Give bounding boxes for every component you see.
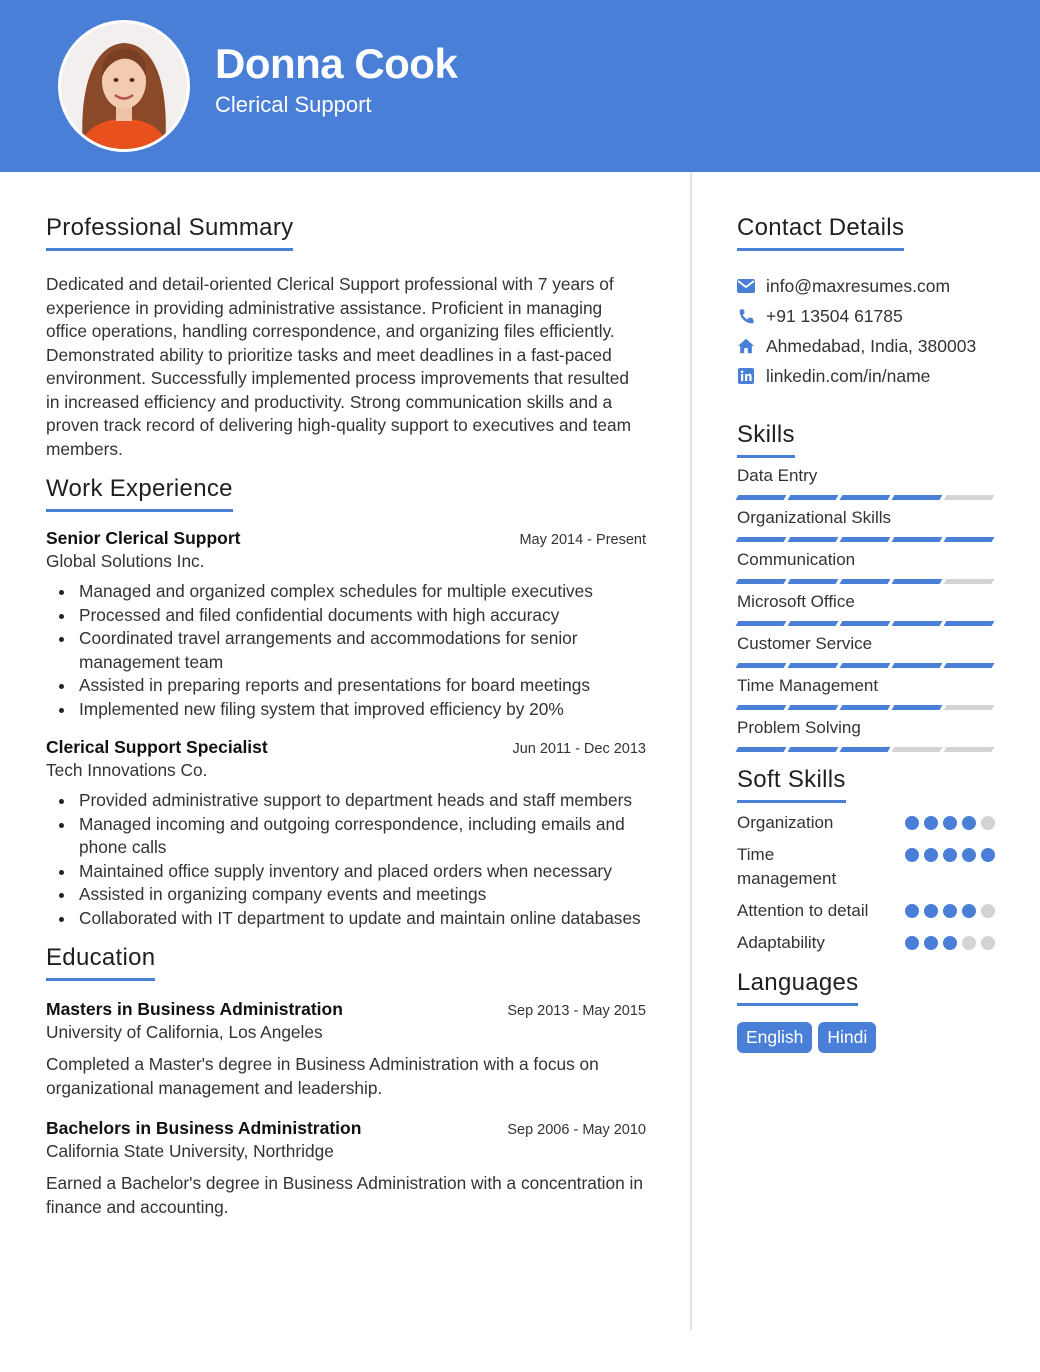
rating-dot (943, 904, 957, 918)
job-date: May 2014 - Present (519, 532, 646, 548)
phone-icon (737, 307, 755, 325)
contact-section (737, 214, 995, 391)
contact-text[interactable]: Ahmedabad, India, 380003 (766, 335, 977, 356)
skill-level-segment (788, 495, 839, 500)
skill-level-segment (736, 621, 787, 626)
skill-level-segment (788, 705, 839, 710)
section-heading: Soft Skills (737, 766, 846, 803)
soft-skill-rating (905, 936, 995, 950)
column-divider (690, 172, 692, 1330)
skill-name: Microsoft Office (737, 592, 855, 611)
bullet-item: Implemented new filing system that improved efficiency by 20% (46, 698, 646, 722)
section-heading: Contact Details (737, 214, 904, 251)
section-heading: Work Experience (46, 475, 233, 512)
bullet-item: Coordinated travel arrangements and accommodations for senior management team (46, 627, 646, 674)
contact-item[interactable] (737, 331, 995, 361)
section-heading: Languages (737, 969, 858, 1006)
skill-level-segment (840, 579, 891, 584)
skill-item (737, 634, 995, 668)
skill-level-segment (840, 663, 891, 668)
rating-dot (981, 816, 995, 830)
skill-level-segment (736, 579, 787, 584)
skill-level-segment (736, 663, 787, 668)
job-header (46, 737, 646, 758)
soft-skill-rating (905, 848, 995, 862)
skill-level-segment (840, 747, 891, 752)
education-description: Earned a Bachelor's degree in Business Administration with a concentration in finance and accounting. (46, 1173, 643, 1217)
skill-name: Organizational Skills (737, 508, 892, 527)
skill-level-segment (788, 579, 839, 584)
job-title: Clerical Support Specialist (46, 737, 268, 757)
soft-skill-rating (905, 816, 995, 830)
candidate-name: Donna Cook (215, 40, 458, 87)
rating-dot (981, 904, 995, 918)
main-column (46, 214, 646, 1233)
job-list (46, 528, 646, 930)
rating-dot (943, 936, 957, 950)
job-date: Jun 2011 - Dec 2013 (512, 741, 646, 757)
languages-section (737, 969, 995, 1053)
skill-item (737, 718, 995, 752)
job-entry (46, 737, 646, 930)
education-entry (46, 1118, 646, 1219)
language-badge: Hindi (818, 1022, 876, 1053)
soft-skill-name: Organization (737, 813, 834, 832)
rating-dot (962, 848, 976, 862)
rating-dot (962, 904, 976, 918)
education-date: Sep 2006 - May 2010 (507, 1122, 646, 1138)
soft-skill-list (737, 811, 995, 955)
skill-level-bar (737, 579, 995, 584)
soft-skill-item (737, 899, 995, 923)
skill-level-segment (736, 495, 787, 500)
soft-skill-name: Time management (737, 845, 837, 888)
section-heading: Education (46, 944, 155, 981)
skill-level-segment (840, 537, 891, 542)
skill-item (737, 550, 995, 584)
skill-level-segment (892, 663, 943, 668)
summary-section (46, 214, 646, 461)
school-name: University of California, Los Angeles (46, 1022, 323, 1042)
skill-level-segment (944, 663, 995, 668)
skill-level-segment (892, 747, 943, 752)
education-description: Completed a Master's degree in Business Administration with a focus on organizational management and leadership. (46, 1054, 599, 1098)
skill-level-segment (840, 621, 891, 626)
header-banner (0, 0, 1040, 172)
contact-text[interactable]: +91 13504 61785 (766, 305, 903, 326)
bullet-item: Assisted in organizing company events and meetings (46, 883, 646, 907)
job-bullets (46, 580, 646, 721)
education-list (46, 999, 646, 1219)
education-date: Sep 2013 - May 2015 (507, 1003, 646, 1019)
company-name: Global Solutions Inc. (46, 551, 205, 571)
skill-level-segment (840, 705, 891, 710)
rating-dot (905, 816, 919, 830)
skill-name: Communication (737, 550, 856, 569)
skill-level-bar (737, 621, 995, 626)
skill-name: Problem Solving (737, 718, 861, 737)
skill-level-bar (737, 663, 995, 668)
skill-level-segment (892, 579, 943, 584)
contact-item[interactable] (737, 271, 995, 301)
language-list (737, 1022, 995, 1053)
company-name: Tech Innovations Co. (46, 760, 208, 780)
degree-title: Masters in Business Administration (46, 999, 343, 1019)
skill-level-segment (892, 621, 943, 626)
skill-level-segment (788, 663, 839, 668)
bullet-item: Managed incoming and outgoing correspondence, including emails and phone calls (46, 813, 646, 860)
skill-level-segment (944, 579, 995, 584)
rating-dot (962, 816, 976, 830)
avatar (58, 20, 190, 152)
bullet-item: Collaborated with IT department to update and maintain online databases (46, 907, 646, 931)
soft-skills-section (737, 766, 995, 955)
rating-dot (981, 936, 995, 950)
contact-item[interactable] (737, 361, 995, 391)
profile-photo-icon (61, 23, 187, 149)
skill-level-bar (737, 495, 995, 500)
bullet-item: Processed and filed confidential documents with high accuracy (46, 604, 646, 628)
degree-title: Bachelors in Business Administration (46, 1118, 362, 1138)
contact-list (737, 271, 995, 391)
skill-level-segment (736, 537, 787, 542)
skill-name: Time Management (737, 676, 879, 695)
soft-skill-name: Adaptability (737, 933, 825, 952)
rating-dot (905, 904, 919, 918)
rating-dot (962, 936, 976, 950)
skill-name: Data Entry (737, 466, 818, 485)
soft-skill-name: Attention to detail (737, 901, 869, 920)
language-badge: English (737, 1022, 812, 1053)
skill-list (737, 466, 995, 752)
rating-dot (924, 936, 938, 950)
skill-level-segment (736, 747, 787, 752)
skill-level-segment (944, 495, 995, 500)
education-header (46, 1118, 646, 1139)
skills-section (737, 421, 995, 752)
soft-skill-item (737, 931, 995, 955)
summary-text: Dedicated and detail-oriented Clerical Support professional with 7 years of experience in providing administrative assistance. Proficient in managing office operations, handling correspondence, and organizing files efficiently. Demonstrated ability to prioritize tasks and meet deadlines in a fast-paced environment. Successfully implemented process improvements that resulted in increased efficiency and productivity. Strong communication skills and a proven track record of delivering high-quality support to executives and team members. (46, 274, 631, 459)
contact-text[interactable]: info@maxresumes.com (766, 275, 951, 296)
envelope-icon (737, 277, 755, 295)
work-section (46, 475, 646, 930)
school-name: California State University, Northridge (46, 1141, 334, 1161)
soft-skill-rating (905, 904, 995, 918)
skill-level-bar (737, 705, 995, 710)
bullet-item: Provided administrative support to department heads and staff members (46, 789, 646, 813)
soft-skill-item (737, 843, 995, 891)
skill-level-bar (737, 537, 995, 542)
skill-level-segment (944, 621, 995, 626)
skill-level-segment (788, 537, 839, 542)
skill-item (737, 676, 995, 710)
skill-level-segment (944, 537, 995, 542)
rating-dot (943, 816, 957, 830)
job-title: Senior Clerical Support (46, 528, 241, 548)
rating-dot (981, 848, 995, 862)
job-header (46, 528, 646, 549)
rating-dot (943, 848, 957, 862)
skill-name: Customer Service (737, 634, 873, 653)
skill-level-segment (892, 537, 943, 542)
bullet-item: Managed and organized complex schedules for multiple executives (46, 580, 646, 604)
skill-level-bar (737, 747, 995, 752)
bullet-item: Maintained office supply inventory and placed orders when necessary (46, 860, 646, 884)
linkedin-icon (737, 367, 755, 385)
rating-dot (924, 816, 938, 830)
skill-level-segment (840, 495, 891, 500)
skill-item (737, 508, 995, 542)
skill-level-segment (892, 705, 943, 710)
skill-level-segment (736, 705, 787, 710)
home-icon (737, 337, 755, 355)
contact-text[interactable]: linkedin.com/in/name (766, 365, 931, 386)
education-section (46, 944, 646, 1219)
skill-item (737, 592, 995, 626)
section-heading: Skills (737, 421, 795, 458)
section-heading: Professional Summary (46, 214, 293, 251)
skill-level-segment (944, 747, 995, 752)
job-entry (46, 528, 646, 721)
side-column (737, 214, 995, 1067)
rating-dot (905, 936, 919, 950)
bullet-item: Assisted in preparing reports and presentations for board meetings (46, 674, 646, 698)
soft-skill-item (737, 811, 995, 835)
job-bullets (46, 789, 646, 930)
skill-level-segment (892, 495, 943, 500)
skill-item (737, 466, 995, 500)
rating-dot (905, 848, 919, 862)
rating-dot (924, 904, 938, 918)
skill-level-segment (788, 621, 839, 626)
rating-dot (924, 848, 938, 862)
education-entry (46, 999, 646, 1100)
skill-level-segment (944, 705, 995, 710)
contact-item[interactable] (737, 301, 995, 331)
education-header (46, 999, 646, 1020)
candidate-title: Clerical Support (215, 92, 372, 117)
skill-level-segment (788, 747, 839, 752)
